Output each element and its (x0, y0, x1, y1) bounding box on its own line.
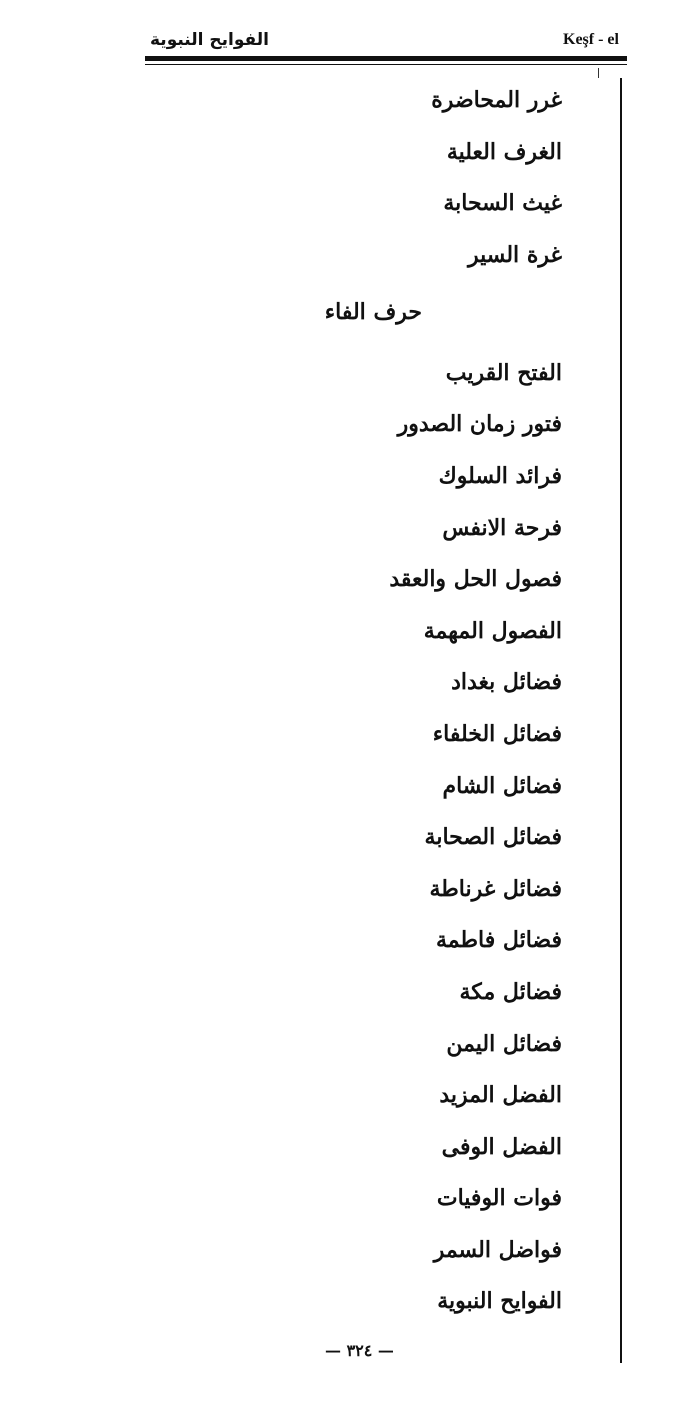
list-item: فواضل السمر (433, 1236, 562, 1263)
list-item: الفوايح النبوية (437, 1288, 562, 1315)
list-item: الفصول المهمة (423, 617, 562, 644)
list-item: الفضل الوفى (441, 1133, 562, 1160)
list-item: فضائل الصحابة (424, 824, 562, 851)
list-item: الغرف العلية (446, 138, 562, 165)
page-number: — ٣٢٤ — (325, 1341, 394, 1360)
section-heading: حرف الفاء (324, 299, 422, 326)
running-title: الفوايح النبوية (150, 30, 269, 50)
list-item: غيث السحابة (443, 190, 562, 217)
header-rule-thin (145, 64, 627, 65)
list-item: فصول الحل والعقد (389, 566, 562, 593)
list-item: فضائل اليمن (446, 1030, 562, 1057)
list-item: غرر المحاضرة (431, 87, 562, 113)
list-item: فضائل فاطمة (436, 927, 562, 954)
list-item: فرائد السلوك (438, 462, 562, 489)
list-item: فضائل مكة (459, 978, 562, 1005)
list-item: غرة السير (467, 241, 562, 268)
list-item: فضائل الخلفاء (432, 720, 562, 747)
list-item: فضائل الشام (442, 772, 562, 799)
list-item: فتور زمان الصدور (397, 411, 562, 438)
title-list (325, 75, 562, 1328)
list-item: الفتح القريب (445, 360, 562, 387)
list-item: الفضل المزيد (439, 1082, 562, 1109)
list-item: فوات الوفيات (436, 1185, 562, 1212)
list-item: فضائل بغداد (451, 669, 562, 696)
header-rule-thick (145, 56, 627, 61)
margin-mark (598, 68, 599, 78)
list-item: فرحة الانفس (442, 514, 562, 541)
list-item: فضائل غرناطة (429, 875, 562, 902)
running-label: Keşf - el (563, 31, 619, 48)
column-rule (620, 78, 622, 1363)
